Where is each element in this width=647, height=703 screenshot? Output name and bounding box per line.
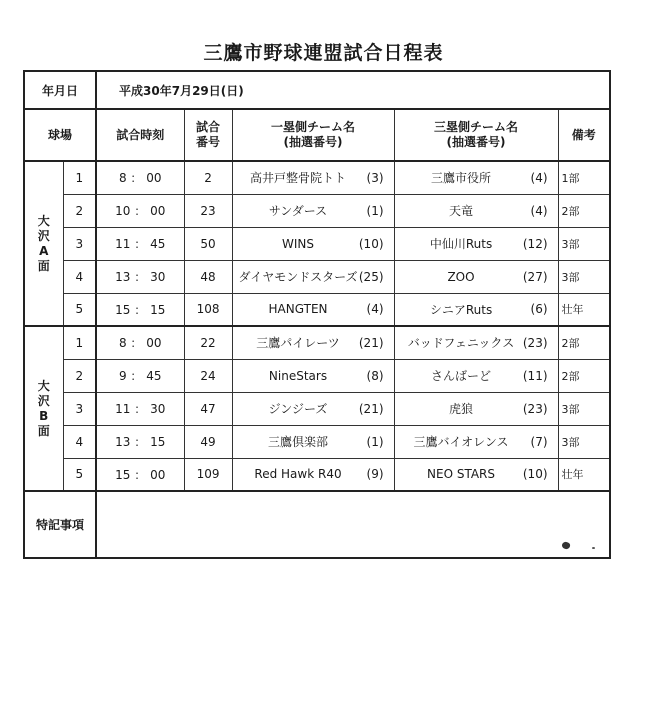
game-row: [24, 326, 610, 359]
game-order: 1: [63, 326, 96, 359]
field-name-char: 面: [37, 258, 50, 273]
team3-lottery-no: (4): [530, 170, 548, 185]
game-note: 壮年: [558, 458, 610, 491]
game-row: [24, 260, 610, 293]
game-order: 1: [63, 161, 96, 194]
game-note: 3部: [558, 425, 610, 458]
team1-cell: [232, 359, 394, 392]
game-time: 15 ： 15: [96, 293, 184, 326]
team1-cell: [232, 227, 394, 260]
game-order: 5: [63, 458, 96, 491]
field-name-char: 面: [37, 423, 50, 438]
game-time: 11 ： 45: [96, 227, 184, 260]
date-row: [24, 71, 610, 109]
team1-lottery-no: (3): [366, 170, 384, 185]
field-name-char: 大: [37, 378, 50, 393]
game-time: 8 ： 00: [96, 326, 184, 359]
team1-name: 高井戸整骨院トト: [250, 171, 347, 186]
team3-cell: [394, 293, 558, 326]
special-notes-value: [96, 491, 610, 558]
header-game-no: 試合 番号: [184, 109, 232, 161]
team1-lottery-no: (9): [366, 467, 384, 482]
team3-cell: [394, 194, 558, 227]
team3-name: 三鷹市役所: [431, 171, 492, 186]
field-name: [24, 326, 63, 491]
team1-lottery-no: (10): [358, 236, 384, 251]
game-note: 壮年: [558, 293, 610, 326]
team3-lottery-no: (6): [530, 302, 548, 317]
game-note: 1部: [558, 161, 610, 194]
date-label: 年月日: [24, 71, 96, 109]
header-team1: 一塁側チーム名 (抽選番号): [232, 109, 394, 161]
field-name: [24, 161, 63, 326]
team3-lottery-no: (11): [522, 368, 548, 383]
special-notes-label: 特記事項: [24, 491, 96, 558]
field-name-char: A: [39, 243, 49, 258]
game-time: 15 ： 00: [96, 458, 184, 491]
team3-lottery-no: (12): [522, 236, 548, 251]
team3-name: バッドフェニックス: [407, 336, 515, 351]
header-team3: 三塁側チーム名 (抽選番号): [394, 109, 558, 161]
team1-lottery-no: (4): [366, 302, 384, 317]
team3-cell: [394, 359, 558, 392]
team1-lottery-no: (1): [366, 203, 384, 218]
header-field: 球場: [24, 109, 96, 161]
game-time: 11 ： 30: [96, 392, 184, 425]
team1-cell: [232, 293, 394, 326]
game-time: 13 ： 30: [96, 260, 184, 293]
document-title: 三鷹市野球連盟試合日程表: [203, 42, 444, 64]
team1-name: WINS: [282, 236, 315, 251]
field-name-char: 沢: [37, 393, 50, 408]
game-number: 23: [184, 194, 232, 227]
team1-name: Red Hawk R40: [254, 467, 342, 482]
team1-name: 三鷹パイレーツ: [256, 336, 340, 351]
game-time: 13 ： 15: [96, 425, 184, 458]
game-row: [24, 392, 610, 425]
team3-name: さんばーど: [431, 369, 492, 383]
team3-lottery-no: (10): [522, 467, 548, 482]
header-time: 試合時刻: [96, 109, 184, 161]
header-notes: 備考: [558, 109, 610, 161]
game-time: 8 ： 00: [96, 161, 184, 194]
game-number: 22: [184, 326, 232, 359]
team1-name: 三鷹倶楽部: [268, 435, 329, 449]
game-row: [24, 293, 610, 326]
team1-lottery-no: (1): [366, 434, 384, 449]
field-name-char: 大: [37, 213, 50, 228]
game-number: 49: [184, 425, 232, 458]
team3-name: 天竜: [449, 204, 474, 218]
team3-cell: [394, 458, 558, 491]
team3-lottery-no: (4): [530, 203, 548, 218]
team1-name: ダイヤモンドスターズ: [238, 270, 358, 284]
game-number: 24: [184, 359, 232, 392]
game-order: 2: [63, 359, 96, 392]
team1-cell: [232, 425, 394, 458]
team1-name: サンダース: [268, 204, 328, 218]
game-order: 5: [63, 293, 96, 326]
team3-name: 虎狼: [449, 402, 474, 416]
team3-lottery-no: (27): [522, 269, 548, 284]
game-order: 3: [63, 227, 96, 260]
game-row: [24, 194, 610, 227]
game-time: 9 ： 45: [96, 359, 184, 392]
game-number: 108: [184, 293, 232, 326]
special-notes-row: [24, 491, 610, 558]
game-number: 50: [184, 227, 232, 260]
team1-lottery-no: (8): [366, 368, 384, 383]
team3-lottery-no: (23): [522, 401, 548, 416]
team1-lottery-no: (21): [358, 335, 384, 350]
team3-cell: [394, 227, 558, 260]
team1-cell: [232, 458, 394, 491]
game-row: [24, 359, 610, 392]
game-order: 4: [63, 425, 96, 458]
team1-cell: [232, 260, 394, 293]
team3-name: ZOO: [447, 269, 475, 284]
team3-cell: [394, 392, 558, 425]
ink-speck: [592, 547, 595, 549]
team1-cell: [232, 194, 394, 227]
team3-cell: [394, 161, 558, 194]
game-order: 4: [63, 260, 96, 293]
team1-cell: [232, 326, 394, 359]
game-note: 3部: [558, 260, 610, 293]
team3-lottery-no: (23): [522, 335, 548, 350]
team1-cell: [232, 161, 394, 194]
team3-name: NEO STARS: [427, 467, 496, 482]
schedule-body: [24, 71, 610, 558]
game-time: 10 ： 00: [96, 194, 184, 227]
team1-name: HANGTEN: [268, 302, 328, 317]
game-number: 48: [184, 260, 232, 293]
team1-cell: [232, 392, 394, 425]
team3-cell: [394, 326, 558, 359]
team3-name: シニアRuts: [429, 302, 493, 317]
game-row: [24, 425, 610, 458]
team1-name: NineStars: [268, 368, 328, 383]
game-order: 2: [63, 194, 96, 227]
game-note: 2部: [558, 194, 610, 227]
game-note: 3部: [558, 227, 610, 260]
game-number: 109: [184, 458, 232, 491]
game-row: [24, 227, 610, 260]
schedule-table: [23, 70, 611, 559]
game-number: 47: [184, 392, 232, 425]
team1-lottery-no: (21): [358, 401, 384, 416]
team3-cell: [394, 425, 558, 458]
game-note: 2部: [558, 359, 610, 392]
team3-name: 中仙川Ruts: [429, 237, 493, 251]
game-number: 2: [184, 161, 232, 194]
date-value: 平成30年7月29日(日): [96, 71, 610, 109]
team1-name: ジンジーズ: [268, 402, 328, 416]
team3-lottery-no: (7): [530, 434, 548, 449]
team3-cell: [394, 260, 558, 293]
game-note: 2部: [558, 326, 610, 359]
field-name-char: 沢: [37, 228, 50, 243]
field-name-char: B: [39, 408, 49, 423]
team1-lottery-no: (25): [358, 269, 384, 284]
team3-name: 三鷹バイオレンス: [413, 435, 509, 449]
header-row: [24, 109, 610, 161]
game-row: [24, 458, 610, 491]
game-order: 3: [63, 392, 96, 425]
game-note: 3部: [558, 392, 610, 425]
game-row: [24, 161, 610, 194]
